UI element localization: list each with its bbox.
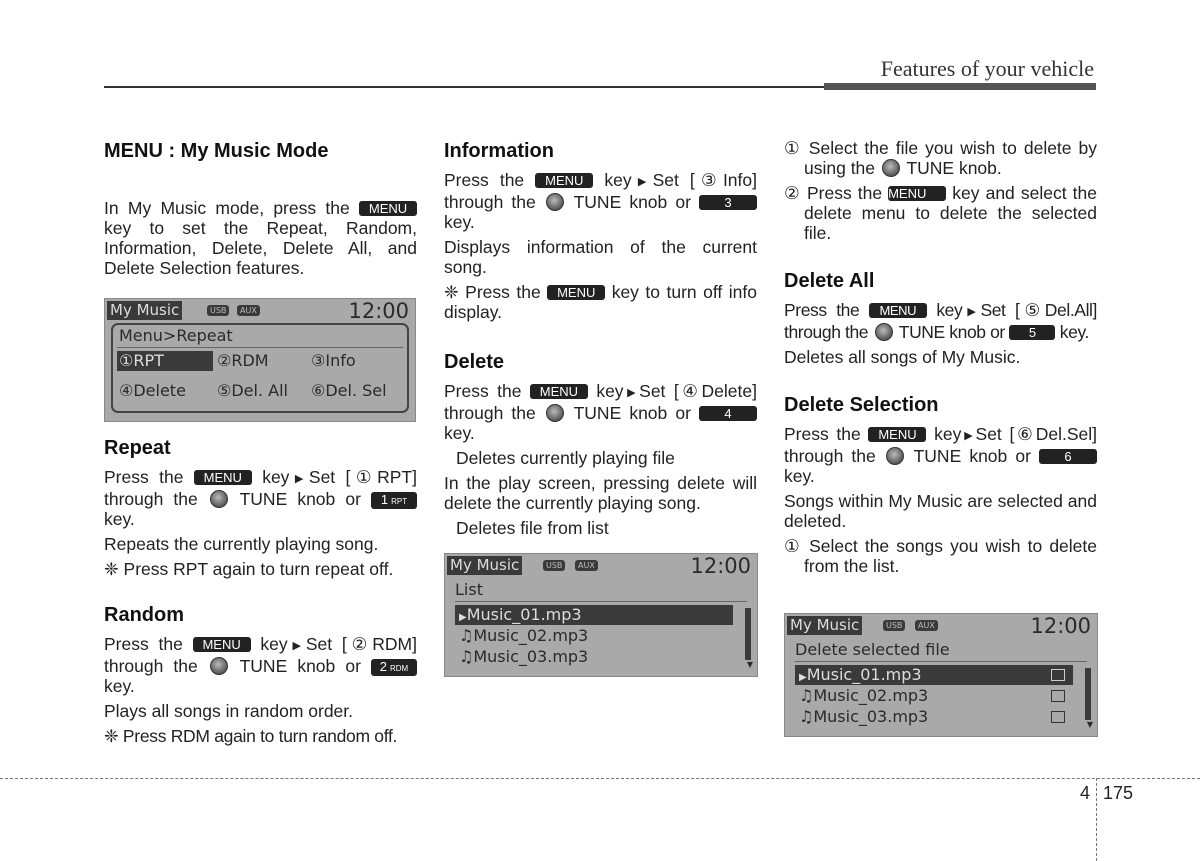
- clock-display: 12:00: [1030, 614, 1091, 638]
- menu-key: MENU: [193, 637, 251, 652]
- usb-badge: USB: [883, 620, 905, 631]
- menu-frame: [111, 323, 409, 413]
- key-1-rpt: 1 RPT: [371, 492, 417, 509]
- menu-key: MENU: [535, 173, 593, 188]
- list-title: List: [455, 580, 483, 599]
- footer-dashed-line: [0, 778, 1200, 779]
- info-description: Displays information of the current song.: [444, 237, 757, 277]
- info-note: ❈ Press the MENU key to turn off info display.: [444, 282, 757, 322]
- random-description: Plays all songs in random order.: [104, 701, 354, 721]
- mode-label: My Music: [447, 556, 522, 575]
- tune-knob-icon: [546, 404, 564, 422]
- column-middle: [444, 138, 757, 543]
- info-instructions: Press the MENU key▶Set [③Info] through the TUNE knob or 3 key.: [444, 170, 757, 232]
- tune-knob-icon: [886, 447, 904, 465]
- play-arrow-icon: ▶: [799, 672, 807, 683]
- menu-key: MENU: [530, 384, 588, 399]
- scroll-down-icon: ▼: [1086, 720, 1093, 729]
- section-heading-my-music: MENU : My Music Mode: [104, 140, 329, 162]
- menu-key: MENU: [359, 201, 417, 216]
- key-3: 3: [699, 195, 757, 210]
- music-note-icon: ♫: [459, 626, 474, 645]
- repeat-note: ❈ Press RPT again to turn repeat off.: [104, 559, 394, 579]
- music-note-icon: ♫: [799, 686, 814, 705]
- delete-selection-instructions: Press the MENU key▶Set [⑥Del.Sel] through the TUNE knob or 6 key.: [784, 424, 1097, 486]
- key-4: 4: [699, 406, 757, 421]
- section-heading-information: Information: [444, 140, 554, 162]
- delete-line-1: Deletes currently playing file: [456, 448, 675, 468]
- menu-item-info: ③Info: [311, 351, 356, 370]
- tune-knob-icon: [210, 657, 228, 675]
- mode-label: My Music: [107, 301, 182, 320]
- arrow-right-icon: ▶: [289, 473, 309, 485]
- column-right: [784, 138, 1097, 581]
- checkbox-icon: [1051, 669, 1065, 681]
- random-note: ❈ Press RDM again to turn random off.: [104, 726, 398, 746]
- usb-badge: USB: [207, 305, 229, 316]
- menu-key: MENU: [194, 470, 252, 485]
- key-5: 5: [1009, 325, 1055, 340]
- footer-divider: [1096, 778, 1097, 861]
- section-heading-random: Random: [104, 604, 184, 626]
- menu-item-del-all: ⑤Del. All: [217, 381, 288, 400]
- mode-label: My Music: [787, 616, 862, 635]
- music-note-icon: ♫: [799, 707, 814, 726]
- repeat-description: Repeats the currently playing song.: [104, 534, 379, 554]
- menu-item-rpt: ①RPT: [117, 351, 213, 371]
- list-item: ♫Music_03.mp3: [795, 707, 1073, 727]
- lcd-list-screen: [444, 553, 758, 677]
- header-accent-bar: [824, 83, 1096, 90]
- clock-display: 12:00: [348, 299, 409, 323]
- repeat-instructions: Press the MENU key▶Set [①RPT] through the TUNE knob or 1 RPT key.: [104, 467, 417, 529]
- lcd-delete-selected-screen: [784, 613, 1098, 737]
- scrollbar: [1085, 668, 1091, 720]
- tune-knob-icon: [875, 323, 893, 341]
- key-6: 6: [1039, 449, 1097, 464]
- page-header-title: Features of your vehicle: [880, 56, 1094, 81]
- arrow-right-icon: ▶: [631, 176, 653, 188]
- list-item: ▶Music_01.mp3: [795, 665, 1073, 685]
- delete-selection-step: ① Select the songs you wish to delete from the list.: [784, 536, 1097, 576]
- aux-badge: AUX: [575, 560, 598, 571]
- menu-item-delete: ④Delete: [119, 381, 186, 400]
- chapter-number: 4: [1080, 783, 1091, 803]
- delete-selection-description: Songs within My Music are selected and deleted.: [784, 491, 1097, 531]
- list-item: ♫Music_03.mp3: [459, 647, 589, 666]
- clock-display: 12:00: [690, 554, 751, 578]
- menu-item-del-sel: ⑥Del. Sel: [311, 381, 387, 400]
- usb-badge: USB: [543, 560, 565, 571]
- tune-knob-icon: [210, 490, 228, 508]
- section-heading-delete: Delete: [444, 351, 505, 373]
- delete-all-instructions: Press the MENU key▶Set [⑤Del.All] through the TUNE knob or 5 key.: [784, 300, 1098, 342]
- checkbox-icon: [1051, 690, 1065, 702]
- list-item: ♫Music_02.mp3: [459, 626, 589, 645]
- delete-step-1: ① Select the file you wish to delete by using the TUNE knob.: [784, 138, 1097, 178]
- tune-knob-icon: [882, 159, 900, 177]
- menu-key: MENU: [547, 285, 605, 300]
- delete-line-3: Deletes file from list: [456, 518, 609, 538]
- scrollbar: [745, 608, 751, 660]
- list-item: ▶Music_01.mp3: [455, 605, 733, 625]
- delete-instructions: Press the MENU key▶Set [④Delete] through the TUNE knob or 4 key.: [444, 381, 757, 443]
- music-note-icon: ♫: [459, 647, 474, 666]
- section-heading-repeat: Repeat: [104, 437, 171, 459]
- delete-step-2: ② Press the MENU key and select the delete menu to delete the selected file.: [784, 183, 1097, 243]
- list-item: ♫Music_02.mp3: [795, 686, 1073, 706]
- random-instructions: Press the MENU key▶Set [②RDM] through the TUNE knob or 2 RDM key.: [104, 634, 417, 696]
- section-heading-delete-selection: Delete Selection: [784, 394, 939, 416]
- arrow-right-icon: ▶: [962, 306, 981, 318]
- scroll-down-icon: ▼: [746, 660, 753, 669]
- section-heading-delete-all: Delete All: [784, 270, 875, 292]
- page-number: 175: [1103, 783, 1134, 803]
- delete-screen-title: Delete selected file: [795, 640, 950, 659]
- menu-key: MENU: [888, 186, 946, 201]
- arrow-right-icon: ▶: [961, 430, 976, 442]
- aux-badge: AUX: [237, 305, 260, 316]
- play-arrow-icon: ▶: [459, 612, 467, 623]
- intro-paragraph: In My Music mode, press the MENU key to set the Repeat, Random, Information, Delete, Delete All, and Delete Selection features.: [104, 198, 417, 278]
- tune-knob-icon: [546, 193, 564, 211]
- arrow-right-icon: ▶: [623, 387, 640, 399]
- checkbox-icon: [1051, 711, 1065, 723]
- menu-key: MENU: [868, 427, 926, 442]
- lcd-menu-repeat-screen: [104, 298, 416, 422]
- aux-badge: AUX: [915, 620, 938, 631]
- menu-item-rdm: ②RDM: [217, 351, 269, 370]
- delete-all-description: Deletes all songs of My Music.: [784, 347, 1021, 367]
- menu-title: Menu>Repeat: [119, 326, 233, 345]
- menu-key: MENU: [869, 303, 927, 318]
- arrow-right-icon: ▶: [287, 640, 306, 652]
- key-2-rdm: 2 RDM: [371, 659, 417, 676]
- delete-line-2: In the play screen, pressing delete will delete the currently playing song.: [444, 473, 757, 513]
- column-left: [104, 138, 417, 751]
